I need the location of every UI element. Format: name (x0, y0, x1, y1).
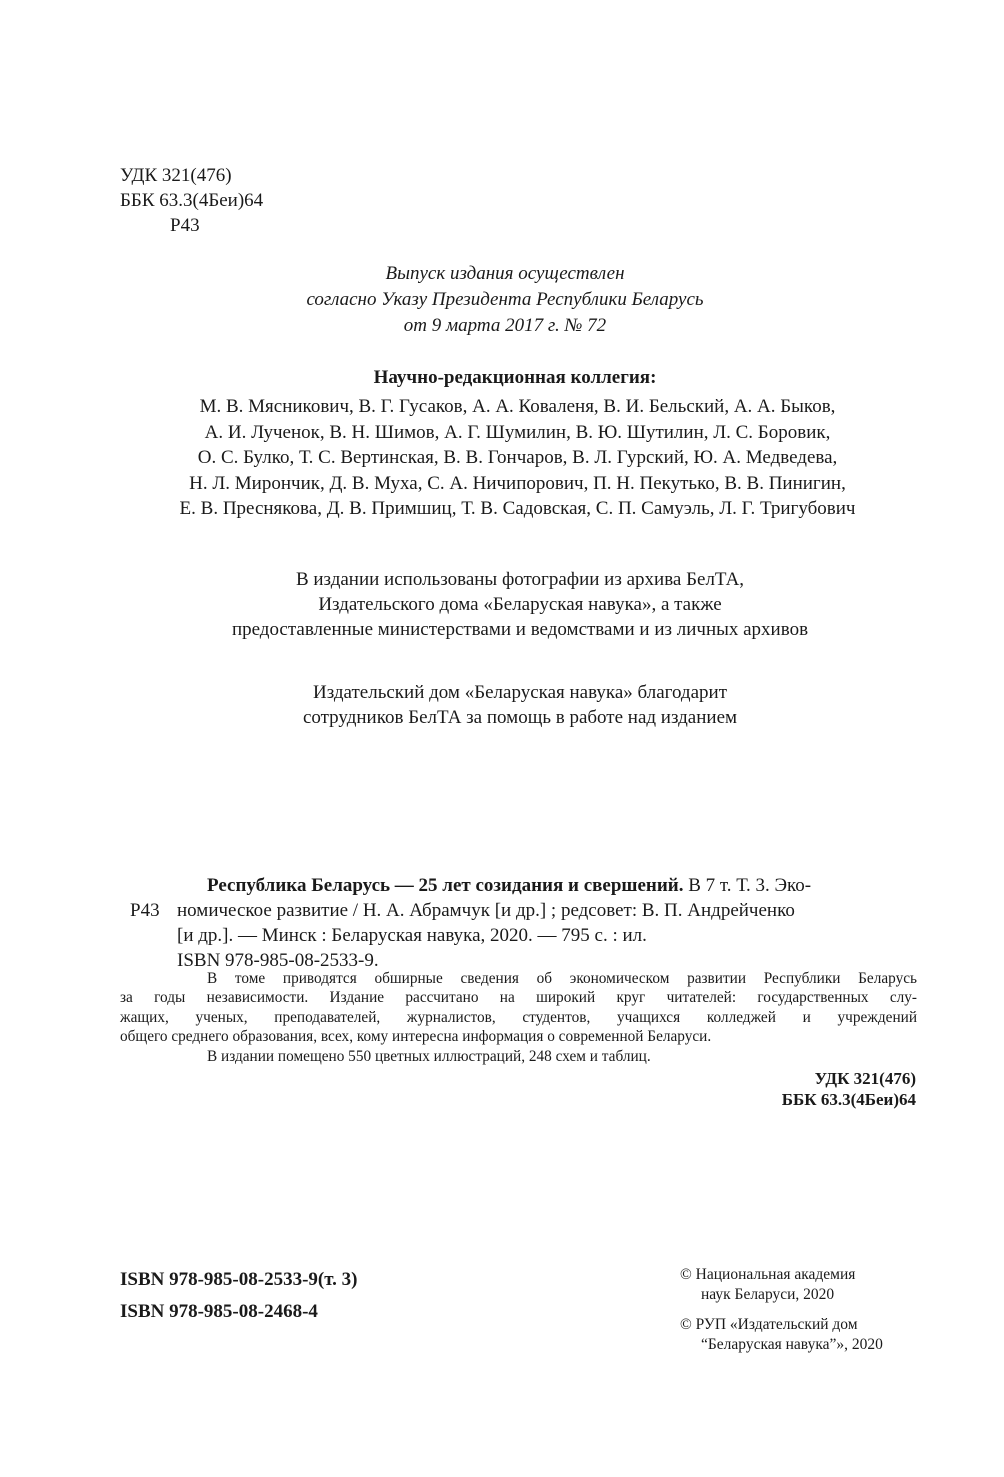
isbn-block (120, 1264, 357, 1328)
annotation-line: общего среднего образования, всех, кому интересна информация о современной Беларуси. (120, 1028, 712, 1046)
isbn-set: ISBN 978-985-08-2468-4 (120, 1301, 318, 1322)
copyright-academy: © Национальная академия (680, 1266, 856, 1283)
editorial-board-list (110, 394, 925, 522)
copyright-publisher: © РУП «Издательский дом (680, 1316, 858, 1333)
acknowledgement (100, 680, 940, 730)
copyright-block (680, 1265, 883, 1355)
udk-code: УДК 321(476) (120, 165, 232, 186)
board-line: О. С. Булко, Т. С. Вертинская, В. В. Гончаров, В. Л. Гурский, Ю. А. Медведева, (197, 447, 838, 468)
decree-note (100, 261, 910, 339)
decree-line: согласно Указу Президента Республики Беларусь (306, 289, 704, 310)
book-title: Республика Беларусь — 25 лет созидания и свершений. (207, 875, 684, 896)
bib-author-sign: Р43 (130, 900, 160, 921)
bib-line-3: [и др.]. — Минск : Беларуская навука, 2020. — 795 с. : ил. (177, 925, 647, 946)
copyright-publisher-cont: “Беларуская навука”», 2020 (701, 1336, 883, 1353)
bib-isbn: ISBN 978-985-08-2533-9. (177, 950, 379, 971)
classification-codes-right (782, 1068, 916, 1110)
classification-block (120, 163, 263, 238)
annotation-line: жащих, ученых, преподавателей, журналистов, студентов, учащихся колледжей и учреждений (120, 1008, 917, 1026)
editorial-board-title: Научно-редакционная коллегия: (373, 367, 657, 388)
photo-credits-line: В издании использованы фотографии из архива БелТА, (295, 569, 745, 590)
annotation-line: В издании помещено 550 цветных иллюстраций, 248 схем и таблиц. (207, 1047, 651, 1065)
annotation-line: за годы независимости. Издание рассчитано на широкий круг читателей: государственных слу- (120, 989, 917, 1007)
board-line: М. В. Мясникович, В. Г. Гусаков, А. А. Коваленя, В. И. Бельский, А. А. Быков, (199, 396, 836, 417)
udk-code-bold: УДК 321(476) (814, 1069, 916, 1088)
volume-info: В 7 т. Т. 3. Эко- (683, 875, 812, 896)
bib-text: номическое развитие / Н. А. Абрамчук [и др.] ; редсовет: В. П. Андрейченко (177, 900, 795, 921)
annotation (120, 969, 917, 1066)
photo-credits (100, 567, 940, 642)
board-line: Е. В. Преснякова, Д. В. Примшиц, Т. В. Садовская, С. П. Самуэль, Л. Г. Тригубович (179, 498, 856, 519)
bibliographic-record (120, 873, 920, 973)
board-line: Н. Л. Мирончик, Д. В. Муха, С. А. Ничипорович, П. Н. Пекутько, В. В. Пинигин, (189, 472, 846, 494)
copyright-academy-cont: наук Беларуси, 2020 (701, 1286, 835, 1303)
annotation-line: В томе приводятся обширные сведения об экономическом развитии Республики Беларусь (207, 970, 917, 987)
decree-line: Выпуск издания осуществлен (385, 263, 625, 284)
acknowledgement-line: сотрудников БелТА за помощь в работе над изданием (302, 707, 738, 728)
bbk-code-bold: ББК 63.3(4Беи)64 (781, 1090, 916, 1109)
author-sign: Р43 (170, 215, 200, 236)
bbk-code: ББК 63.3(4Беи)64 (120, 190, 264, 211)
bib-line-2 (120, 898, 920, 923)
isbn-volume: ISBN 978-985-08-2533-9(т. 3) (120, 1269, 358, 1290)
photo-credits-line: Издательского дома «Беларуская навука», а также (318, 594, 722, 615)
board-line: А. И. Лученок, В. Н. Шимов, А. Г. Шумилин, В. Ю. Шутилин, Л. С. Боровик, (204, 421, 831, 443)
decree-line: от 9 марта 2017 г. № 72 (403, 315, 607, 336)
bib-line-1 (120, 873, 920, 898)
photo-credits-line: предоставленные министерствами и ведомствами и из личных архивов (231, 619, 809, 640)
acknowledgement-line: Издательский дом «Беларуская навука» благодарит (312, 682, 727, 703)
